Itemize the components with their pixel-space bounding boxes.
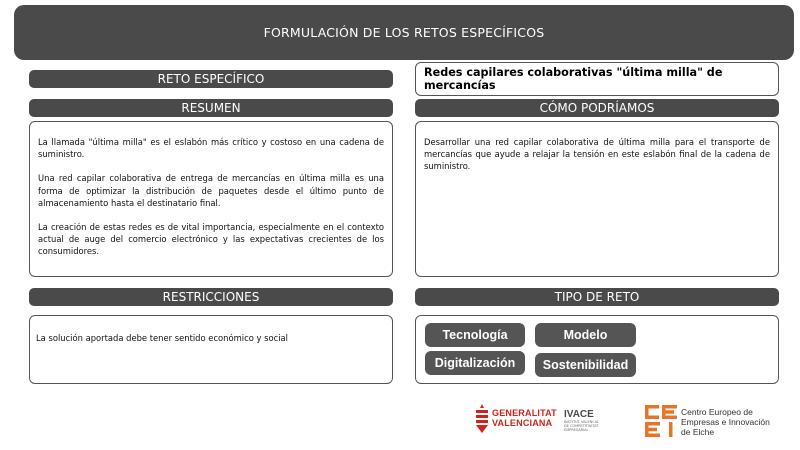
resumen-paragraph-2: Una red capilar colaborativa de entrega de mercancías en última milla es una forma de optimizar la distribución de paquetes desde el último punto de almacenamiento hasta el destinatario final. <box>38 173 384 208</box>
ceei-mark-icon <box>645 405 677 437</box>
ivace-logo <box>564 409 604 435</box>
ceei-line-2: Empresas e Innovación <box>681 417 770 427</box>
gva-line-2: VALENCIANA <box>492 418 553 428</box>
reto-title-box <box>415 62 779 96</box>
ceei-logo <box>645 405 795 441</box>
tag-digitalizacion-text: Digitalización <box>434 356 516 370</box>
ceei-line-1: Centro Europeo de <box>681 407 753 417</box>
tag-tecnologia <box>425 323 525 347</box>
resumen-paragraph-1: La llamada "última milla" es el eslabón más crítico y costoso en una cadena de suministro. <box>38 137 384 160</box>
reto-title: Redes capilares colaborativas "última milla" de mercancías <box>424 66 723 92</box>
tipo-reto-label <box>415 288 779 306</box>
tag-tecnologia-text: Tecnología <box>442 328 508 342</box>
resumen-box <box>29 121 393 277</box>
ceei-line-3: de Elche <box>681 427 715 437</box>
resumen-label-text: RESUMEN <box>181 101 241 115</box>
tag-sostenibilidad-text: Sostenibilidad <box>542 358 629 372</box>
resumen-label <box>29 99 393 117</box>
reto-especifico-label-text: RETO ESPECÍFICO <box>157 72 265 86</box>
tipo-reto-box <box>415 315 779 384</box>
como-podriamos-box <box>415 121 779 277</box>
ivace-subtitle: INSTITUT VALENCIÀ DE COMPETITIVITAT EMPRESARIAL <box>564 420 599 432</box>
tag-sostenibilidad <box>535 353 636 377</box>
restricciones-box <box>29 315 393 384</box>
como-podriamos-label-text: CÓMO PODRÍAMOS <box>539 101 655 115</box>
restricciones-text: La solución aportada debe tener sentido económico y social <box>36 333 288 343</box>
reto-especifico-label <box>29 70 393 88</box>
resumen-paragraph-3: La creación de estas redes es de vital importancia, especialmente en el contexto actual de auge del comercio electrónico y las expectativas crecientes de los consumidores. <box>38 222 384 257</box>
tag-modelo-text: Modelo <box>563 328 608 342</box>
tipo-reto-label-text: TIPO DE RETO <box>554 290 640 304</box>
restricciones-label <box>29 288 393 306</box>
tag-modelo <box>535 323 636 347</box>
restricciones-label-text: RESTRICCIONES <box>162 290 260 304</box>
resumen-text <box>38 136 384 258</box>
gva-line-1: GENERALITAT <box>492 408 557 418</box>
como-podriamos-label <box>415 99 779 117</box>
como-podriamos-text: Desarrollar una red capilar colaborativa de última milla para el transporte de mercancías que ayude a relajar la tensión en este eslabón final de la cadena de suministro. <box>424 137 770 172</box>
generalitat-crest-icon <box>474 404 490 434</box>
generalitat-valenciana-logo <box>474 402 564 438</box>
ivace-name: IVACE <box>564 409 594 420</box>
tag-digitalizacion <box>425 351 525 375</box>
page-header <box>14 5 794 60</box>
page-title: FORMULACIÓN DE LOS RETOS ESPECÍFICOS <box>263 25 545 40</box>
